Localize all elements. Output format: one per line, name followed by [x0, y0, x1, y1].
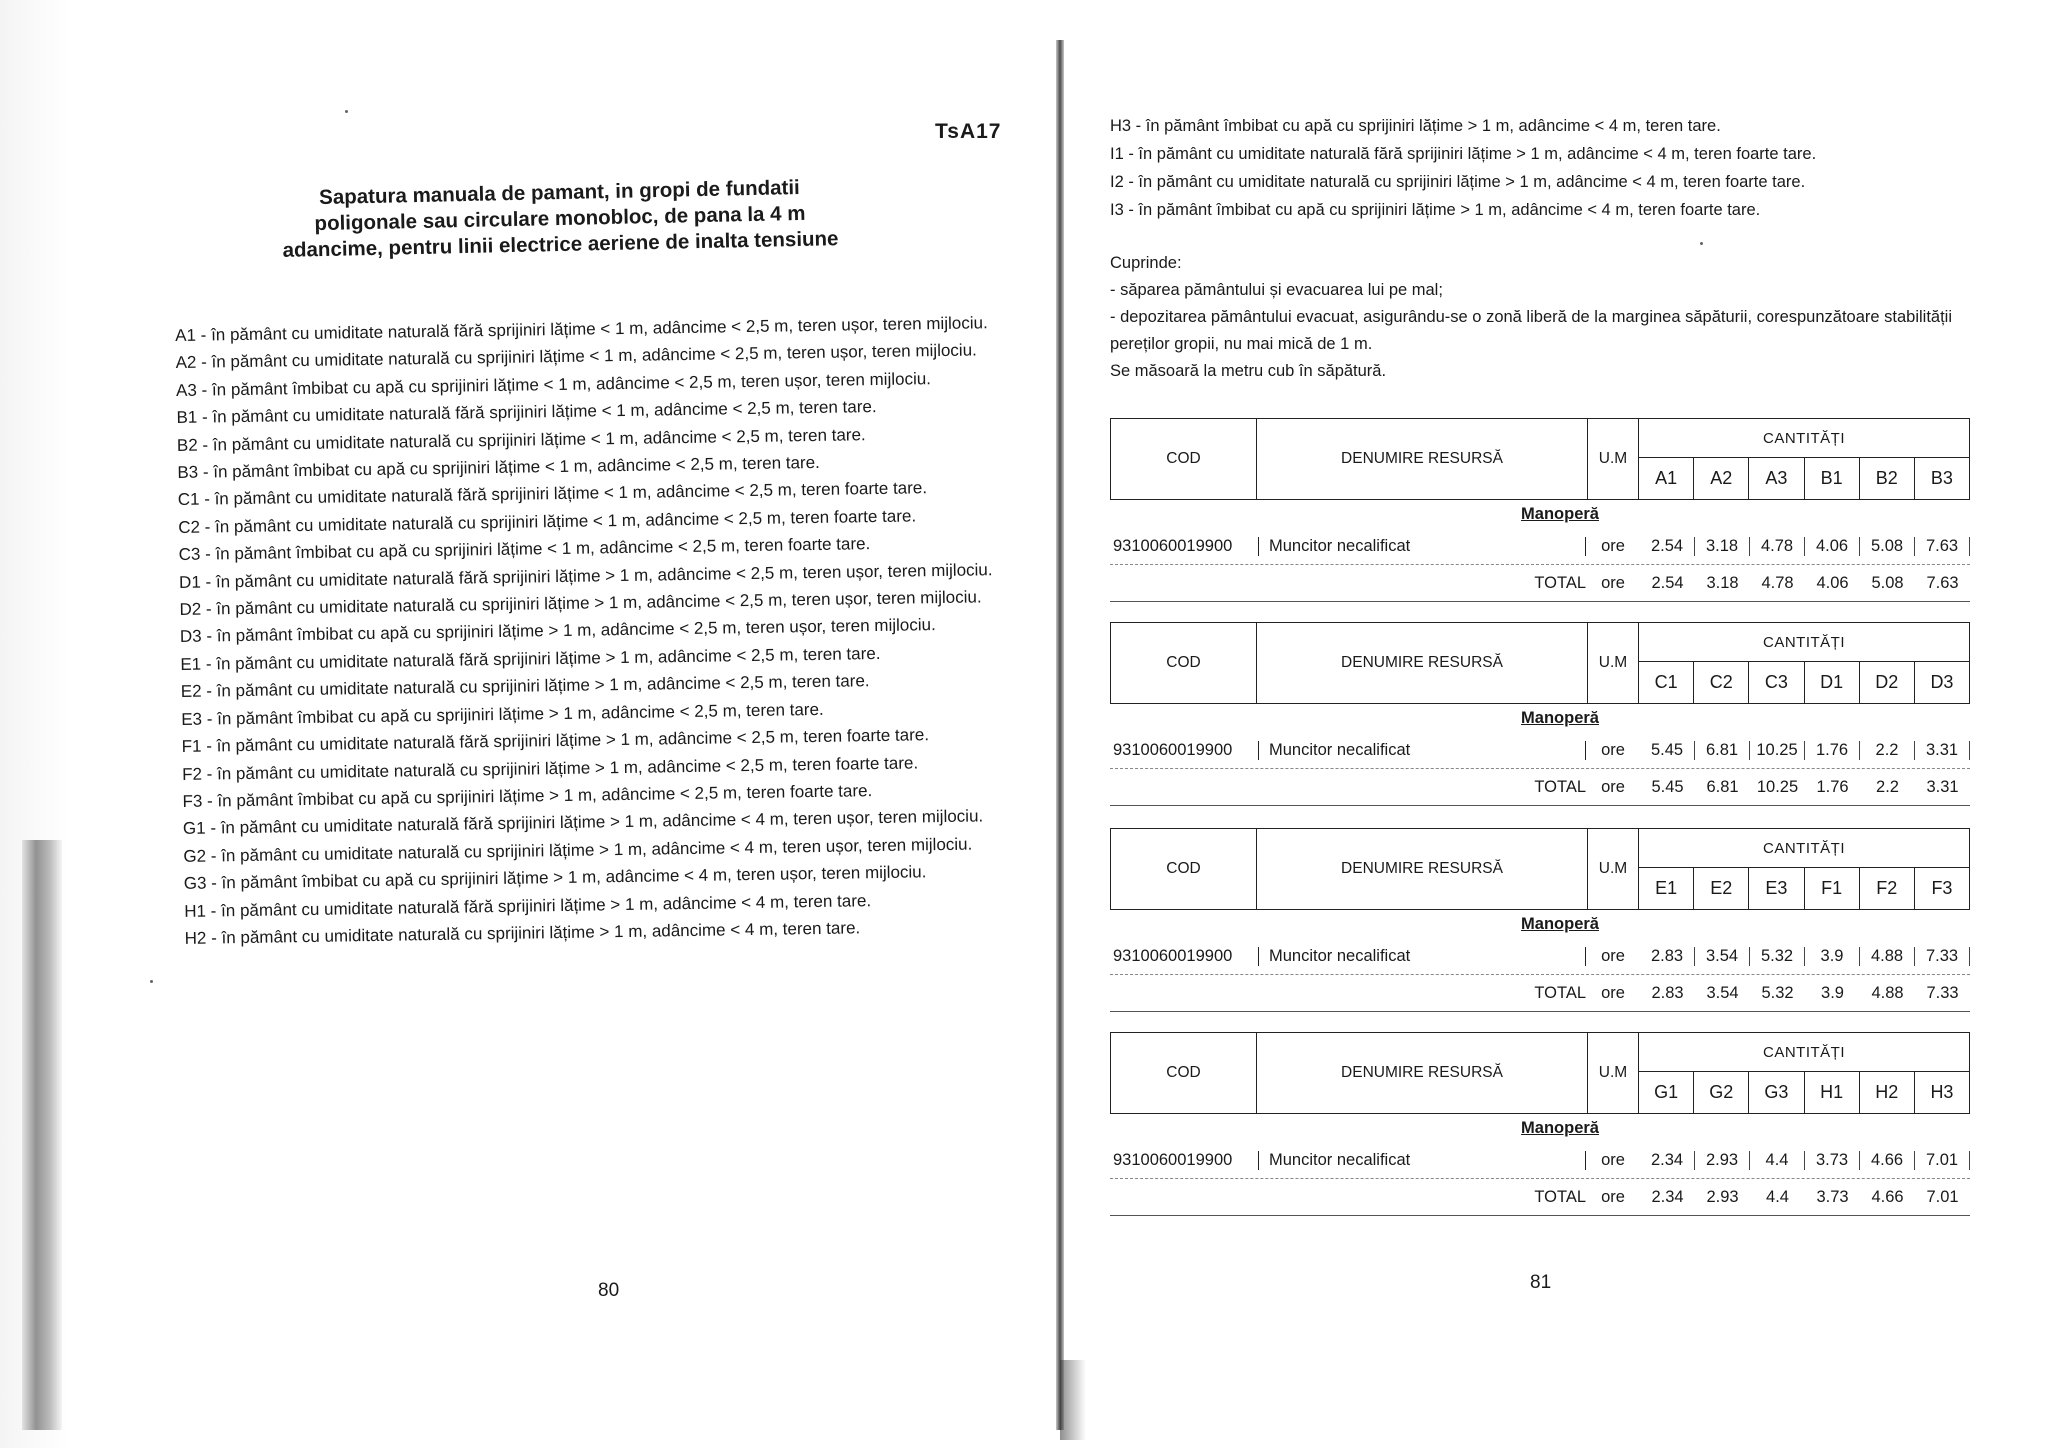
total-unit: ore — [1601, 777, 1625, 796]
total-label: TOTAL — [1534, 983, 1586, 1002]
scan-edge-shadow — [22, 840, 62, 1430]
variant-item: G3 - în pământ îmbibat cu apă cu sprijiniri lățime > 1 m, adâncime < 4 m, teren ușor, teren mijlociu. — [183, 862, 927, 894]
variant-item: D3 - în pământ îmbibat cu apă cu sprijiniri lățime > 1 m, adâncime < 2,5 m, teren ușor, teren mijlociu. — [179, 615, 936, 647]
variant-item: A3 - în pământ îmbibat cu apă cu sprijiniri lățime < 1 m, adâncime < 2,5 m, teren ușor, teren mijlociu. — [175, 368, 932, 400]
variant-item: G2 - în pământ cu umiditate naturală cu sprijiniri lățime > 1 m, adâncime < 4 m, teren ușor, teren mijlociu. — [183, 834, 973, 866]
header-cantitati: CANTITĂȚI — [1639, 829, 1969, 868]
variant-item: C1 - în pământ cu umiditate naturală fără sprijiniri lățime < 1 m, adâncime < 2,5 m, teren foarte tare. — [177, 478, 928, 510]
quantity-cell: 7.01 — [1915, 1151, 1970, 1170]
quantity-cell: 3.54 — [1695, 947, 1750, 966]
section-title: Manoperă — [1521, 709, 1599, 727]
total-cell: 3.18 — [1706, 573, 1739, 592]
table-header — [1110, 828, 1970, 910]
variant-column-header: A1 — [1639, 458, 1694, 499]
variant-item: I2 - în pământ cu umiditate naturală cu sprijiniri lățime > 1 m, adâncime < 4 m, teren foarte tare. — [1110, 173, 1806, 191]
variant-item: E3 - în pământ îmbibat cu apă cu sprijiniri lățime > 1 m, adâncime < 2,5 m, teren tare. — [181, 699, 824, 729]
variant-column-header: C3 — [1749, 662, 1804, 703]
variant-item: D1 - în pământ cu umiditate naturală fără sprijiniri lățime > 1 m, adâncime < 2,5 m, teren ușor, teren mijlociu. — [178, 559, 993, 592]
header-quantities — [1639, 623, 1969, 703]
variant-column-header: F1 — [1805, 868, 1860, 909]
header-um: U.M — [1588, 419, 1639, 499]
section-title: Manoperă — [1521, 1119, 1599, 1137]
header-cod: COD — [1111, 419, 1257, 499]
variant-item: I1 - în pământ cu umiditate naturală fără sprijiniri lățime > 1 m, adâncime < 4 m, teren foarte tare. — [1110, 145, 1817, 163]
variant-item: D2 - în pământ cu umiditate naturală cu sprijiniri lățime > 1 m, adâncime < 2,5 m, teren ușor, teren mijlociu. — [179, 587, 982, 620]
total-cell: 2.83 — [1651, 983, 1684, 1002]
total-label: TOTAL — [1534, 777, 1586, 796]
resource-table — [1110, 828, 1970, 1012]
variant-column-header: E1 — [1639, 868, 1694, 909]
variant-column-header: A2 — [1694, 458, 1749, 499]
page-number: 81 — [1530, 1272, 1552, 1293]
variant-list-continued — [1110, 112, 1990, 224]
quantity-cell: 5.08 — [1860, 537, 1915, 556]
resource-code: 9310060019900 — [1110, 537, 1259, 556]
total-cell: 2.2 — [1876, 777, 1899, 796]
total-cell: 10.25 — [1756, 777, 1799, 796]
table-header — [1110, 622, 1970, 704]
resource-name: Muncitor necalificat — [1269, 536, 1411, 555]
variant-item: H1 - în pământ cu umiditate naturală fără sprijiniri lățime > 1 m, adâncime < 4 m, teren tare. — [184, 890, 872, 921]
total-cell: 7.01 — [1926, 1187, 1959, 1206]
header-um: U.M — [1588, 1033, 1639, 1113]
quantity-cell: 7.33 — [1915, 947, 1970, 966]
quantity-cell: 3.73 — [1805, 1151, 1860, 1170]
scan-left-edge — [0, 0, 70, 1448]
scan-speck — [1700, 242, 1703, 245]
header-denumire: DENUMIRE RESURSĂ — [1257, 623, 1588, 703]
total-cell: 5.08 — [1871, 573, 1904, 592]
variant-column-header: G1 — [1639, 1072, 1694, 1113]
header-quantities — [1639, 829, 1969, 909]
total-cell: 4.78 — [1761, 573, 1794, 592]
quantity-cell: 4.06 — [1805, 537, 1860, 556]
quantity-cell: 10.25 — [1750, 741, 1805, 760]
total-cell: 3.31 — [1926, 777, 1959, 796]
variant-item: B1 - în pământ cu umiditate naturală fără sprijiniri lățime < 1 m, adâncime < 2,5 m, teren tare. — [176, 397, 877, 428]
total-cell: 1.76 — [1816, 777, 1849, 796]
table-header — [1110, 1032, 1970, 1114]
left-page — [170, 0, 1040, 1448]
right-page — [1110, 0, 1990, 1448]
resource-name: Muncitor necalificat — [1269, 1150, 1411, 1169]
variant-column-header: E3 — [1749, 868, 1804, 909]
variant-column-header: D3 — [1930, 672, 1954, 692]
section-title: Manoperă — [1521, 915, 1599, 933]
total-cell: 2.93 — [1706, 1187, 1739, 1206]
variant-item: B3 - în pământ îmbibat cu apă cu sprijiniri lățime < 1 m, adâncime < 2,5 m, teren tare. — [177, 452, 820, 483]
scope-line: - depozitarea pământului evacuat, asigurându-se o zonă liberă de la marginea săpăturii, corespunzătoare stabilității pereților gropii, nu mai mică de 1 m. — [1110, 308, 1952, 353]
header-denumire: DENUMIRE RESURSĂ — [1257, 419, 1588, 499]
header-um: U.M — [1588, 623, 1639, 703]
variant-item: A2 - în pământ cu umiditate naturală cu sprijiniri lățime < 1 m, adâncime < 2,5 m, teren ușor, teren mijlociu. — [175, 340, 977, 373]
table-row — [1110, 1142, 1970, 1179]
variant-column-header: C2 — [1694, 662, 1749, 703]
resource-table — [1110, 1032, 1970, 1216]
resource-table — [1110, 622, 1970, 806]
scan-speck — [150, 980, 153, 983]
variant-column-header: F2 — [1860, 868, 1915, 909]
total-cell: 4.66 — [1871, 1187, 1904, 1206]
variant-item: B2 - în pământ cu umiditate naturală cu sprijiniri lățime < 1 m, adâncime < 2,5 m, teren tare. — [176, 424, 866, 455]
table-header — [1110, 418, 1970, 500]
total-cell: 4.4 — [1766, 1187, 1789, 1206]
variant-item: F1 - în pământ cu umiditate naturală fără sprijiniri lățime > 1 m, adâncime < 2,5 m, teren foarte tare. — [181, 725, 930, 757]
book-spine-shadow — [1060, 1360, 1086, 1440]
variant-column-header: H3 — [1930, 1082, 1954, 1102]
variant-item: F2 - în pământ cu umiditate naturală cu sprijiniri lățime > 1 m, adâncime < 2,5 m, teren foarte tare. — [181, 752, 919, 784]
quantity-cell: 4.66 — [1860, 1151, 1915, 1170]
variant-column-header: H1 — [1805, 1072, 1860, 1113]
total-cell: 5.45 — [1651, 777, 1684, 796]
header-cod: COD — [1111, 623, 1257, 703]
header-quantities — [1639, 1033, 1969, 1113]
variant-column-header: C1 — [1639, 662, 1694, 703]
quantity-cell: 2.83 — [1640, 947, 1695, 966]
quantity-cell: 3.31 — [1915, 741, 1970, 760]
quantity-cell: 2.2 — [1860, 741, 1915, 760]
total-cell: 4.06 — [1816, 573, 1849, 592]
resource-unit: ore — [1585, 1151, 1640, 1170]
page-number: 80 — [598, 1280, 620, 1301]
scope-line: - săparea pământului și evacuarea lui pe mal; — [1110, 281, 1443, 299]
variant-list — [175, 308, 1045, 952]
header-cantitati: CANTITĂȚI — [1639, 419, 1969, 458]
quantity-cell: 2.34 — [1640, 1151, 1695, 1170]
variant-item: E1 - în pământ cu umiditate naturală fără sprijiniri lățime > 1 m, adâncime < 2,5 m, teren tare. — [180, 643, 881, 674]
total-cell: 3.54 — [1706, 983, 1739, 1002]
variant-column-header: G2 — [1694, 1072, 1749, 1113]
resource-code: 9310060019900 — [1110, 741, 1259, 760]
header-denumire: DENUMIRE RESURSĂ — [1257, 1033, 1588, 1113]
norm-code: TsA17 — [935, 120, 1002, 143]
variant-item: H2 - în pământ cu umiditate naturală cu sprijiniri lățime > 1 m, adâncime < 4 m, teren tare. — [184, 918, 861, 948]
quantity-cell: 3.18 — [1695, 537, 1750, 556]
variant-column-header: D1 — [1805, 662, 1860, 703]
header-um: U.M — [1588, 829, 1639, 909]
header-cod: COD — [1111, 829, 1257, 909]
total-label: TOTAL — [1534, 1187, 1586, 1206]
total-cell: 3.9 — [1821, 983, 1844, 1002]
quantity-cell: 1.76 — [1805, 741, 1860, 760]
total-cell: 3.73 — [1816, 1187, 1849, 1206]
quantity-cell: 4.78 — [1750, 537, 1805, 556]
quantity-cell: 5.45 — [1640, 741, 1695, 760]
section-title: Manoperă — [1521, 505, 1599, 523]
variant-column-header: F3 — [1931, 878, 1953, 898]
header-denumire: DENUMIRE RESURSĂ — [1257, 829, 1588, 909]
variant-column-header: B2 — [1860, 458, 1915, 499]
table-row — [1110, 528, 1970, 565]
total-cell: 7.33 — [1926, 983, 1959, 1002]
variant-column-header: H2 — [1860, 1072, 1915, 1113]
total-cell: 5.32 — [1761, 983, 1794, 1002]
norm-title: Sapatura manuala de pamant, in gropi de fundatii poligonale sau circulare monobloc, de pana la 4 m adancime, pentru linii electrice aeriene de inalta tensiune — [282, 175, 839, 262]
variant-item: H3 - în pământ îmbibat cu apă cu sprijiniri lățime > 1 m, adâncime < 4 m, teren tare. — [1110, 117, 1721, 135]
total-cell: 6.81 — [1706, 777, 1739, 796]
resource-name: Muncitor necalificat — [1269, 740, 1411, 759]
quantity-cell: 2.93 — [1695, 1151, 1750, 1170]
variant-column-header: D2 — [1860, 662, 1915, 703]
quantity-cell: 3.9 — [1805, 947, 1860, 966]
total-row — [1110, 769, 1970, 806]
total-unit: ore — [1601, 573, 1625, 592]
total-unit: ore — [1601, 983, 1625, 1002]
header-cantitati: CANTITĂȚI — [1639, 623, 1969, 662]
resource-code: 9310060019900 — [1110, 1151, 1259, 1170]
total-cell: 4.88 — [1871, 983, 1904, 1002]
header-quantities — [1639, 419, 1969, 499]
scope-line: Se măsoară la metru cub în săpătură. — [1110, 362, 1387, 380]
variant-column-header: B3 — [1930, 468, 1953, 488]
variant-item: I3 - în pământ îmbibat cu apă cu sprijiniri lățime > 1 m, adâncime < 4 m, teren foarte tare. — [1110, 201, 1761, 219]
total-cell: 7.63 — [1926, 573, 1959, 592]
variant-item: F3 - în pământ îmbibat cu apă cu sprijiniri lățime > 1 m, adâncime < 2,5 m, teren foarte tare. — [182, 781, 873, 811]
quantity-cell: 4.88 — [1860, 947, 1915, 966]
variant-item: C3 - în pământ îmbibat cu apă cu sprijiniri lățime < 1 m, adâncime < 2,5 m, teren foarte tare. — [178, 534, 871, 565]
scope-heading: Cuprinde: — [1110, 254, 1182, 272]
scope-section — [1110, 250, 1990, 385]
quantity-cell: 7.63 — [1915, 537, 1970, 556]
total-unit: ore — [1601, 1187, 1625, 1206]
variant-item: A1 - în pământ cu umiditate naturală fără sprijiniri lățime < 1 m, adâncime < 2,5 m, teren ușor, teren mijlociu. — [175, 313, 988, 345]
header-cod: COD — [1111, 1033, 1257, 1113]
resource-code: 9310060019900 — [1110, 947, 1259, 966]
variant-column-header: G3 — [1749, 1072, 1804, 1113]
scan-speck — [345, 110, 348, 113]
total-cell: 2.54 — [1651, 573, 1684, 592]
variant-item: E2 - în pământ cu umiditate naturală cu sprijiniri lățime > 1 m, adâncime < 2,5 m, teren tare. — [180, 671, 870, 702]
resource-table — [1110, 418, 1970, 602]
quantity-cell: 5.32 — [1750, 947, 1805, 966]
table-row — [1110, 938, 1970, 975]
resource-unit: ore — [1585, 947, 1640, 966]
total-row — [1110, 975, 1970, 1012]
resource-unit: ore — [1585, 537, 1640, 556]
quantity-cell: 4.4 — [1750, 1151, 1805, 1170]
variant-item: G1 - în pământ cu umiditate naturală fără sprijiniri lățime > 1 m, adâncime < 4 m, teren ușor, teren mijlociu. — [182, 806, 984, 839]
total-row — [1110, 1179, 1970, 1216]
header-cantitati: CANTITĂȚI — [1639, 1033, 1969, 1072]
variant-item: C2 - în pământ cu umiditate naturală cu sprijiniri lățime < 1 m, adâncime < 2,5 m, teren foarte tare. — [178, 506, 917, 537]
book-spine — [1056, 40, 1064, 1430]
variant-column-header: B1 — [1805, 458, 1860, 499]
variant-column-header: E2 — [1694, 868, 1749, 909]
total-cell: 2.34 — [1651, 1187, 1684, 1206]
variant-column-header: A3 — [1749, 458, 1804, 499]
total-row — [1110, 565, 1970, 602]
resource-unit: ore — [1585, 741, 1640, 760]
table-row — [1110, 732, 1970, 769]
resource-name: Muncitor necalificat — [1269, 946, 1411, 965]
total-label: TOTAL — [1534, 573, 1586, 592]
quantity-cell: 6.81 — [1695, 741, 1750, 760]
quantity-cell: 2.54 — [1640, 537, 1695, 556]
